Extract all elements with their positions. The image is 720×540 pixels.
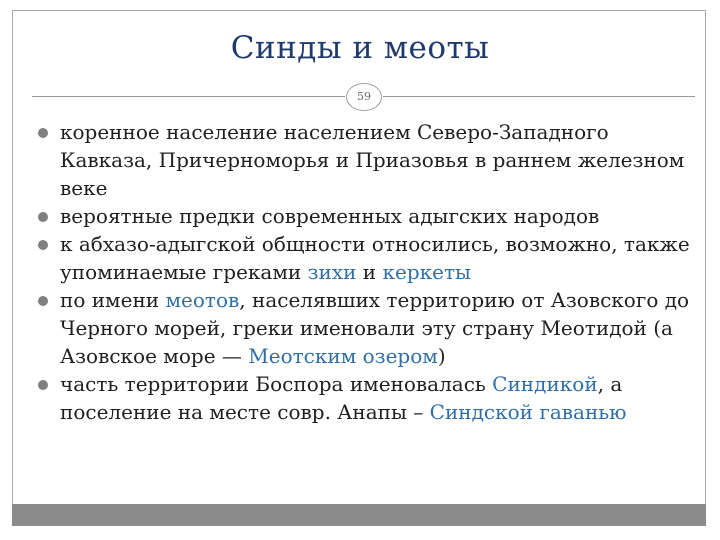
title-divider-left [32, 96, 345, 97]
bullet-text: коренное население населением Северо-Западного Кавказа, Причерноморья и Приазовья в раннем железном веке [60, 120, 685, 200]
bullet-dot-icon [38, 240, 48, 250]
bullet-item [38, 370, 698, 426]
bullet-list [38, 118, 698, 426]
bullet-item [38, 202, 698, 230]
bullet-text: по имени [60, 288, 166, 312]
bottom-bar [12, 504, 706, 526]
bullet-item [38, 118, 698, 202]
bullet-text: к абхазо-адыгской общности относились, возможно, также упоминаемые греками [60, 232, 690, 284]
bullet-item [38, 286, 698, 370]
highlighted-term: Синдской гаванью [429, 400, 627, 424]
highlighted-term: Меотским озером [248, 344, 438, 368]
bullet-text: , а поселение на месте совр. Анапы – [60, 372, 623, 424]
bullet-text: вероятные предки современных адыгских народов [60, 204, 600, 228]
highlighted-term: керкеты [382, 260, 471, 284]
bullet-dot-icon [38, 296, 48, 306]
highlighted-term: Синдикой [492, 372, 598, 396]
bullet-text: , населявших территорию от Азовского до Черного морей, греки именовали эту страну Меотидой (а Азовское море — [60, 288, 690, 368]
page-number-badge: 59 [346, 83, 382, 111]
highlighted-term: зихи [307, 260, 357, 284]
bullet-text: ) [437, 344, 446, 368]
bullet-item [38, 230, 698, 286]
highlighted-term: меотов [165, 288, 240, 312]
title-divider-right [383, 96, 695, 97]
slide-title: Синды и меоты [230, 30, 490, 66]
bullet-dot-icon [38, 212, 48, 222]
bullet-text: и [356, 260, 383, 284]
bullet-dot-icon [38, 380, 48, 390]
bullet-dot-icon [38, 128, 48, 138]
bullet-text: часть территории Боспора именовалась [60, 372, 493, 396]
